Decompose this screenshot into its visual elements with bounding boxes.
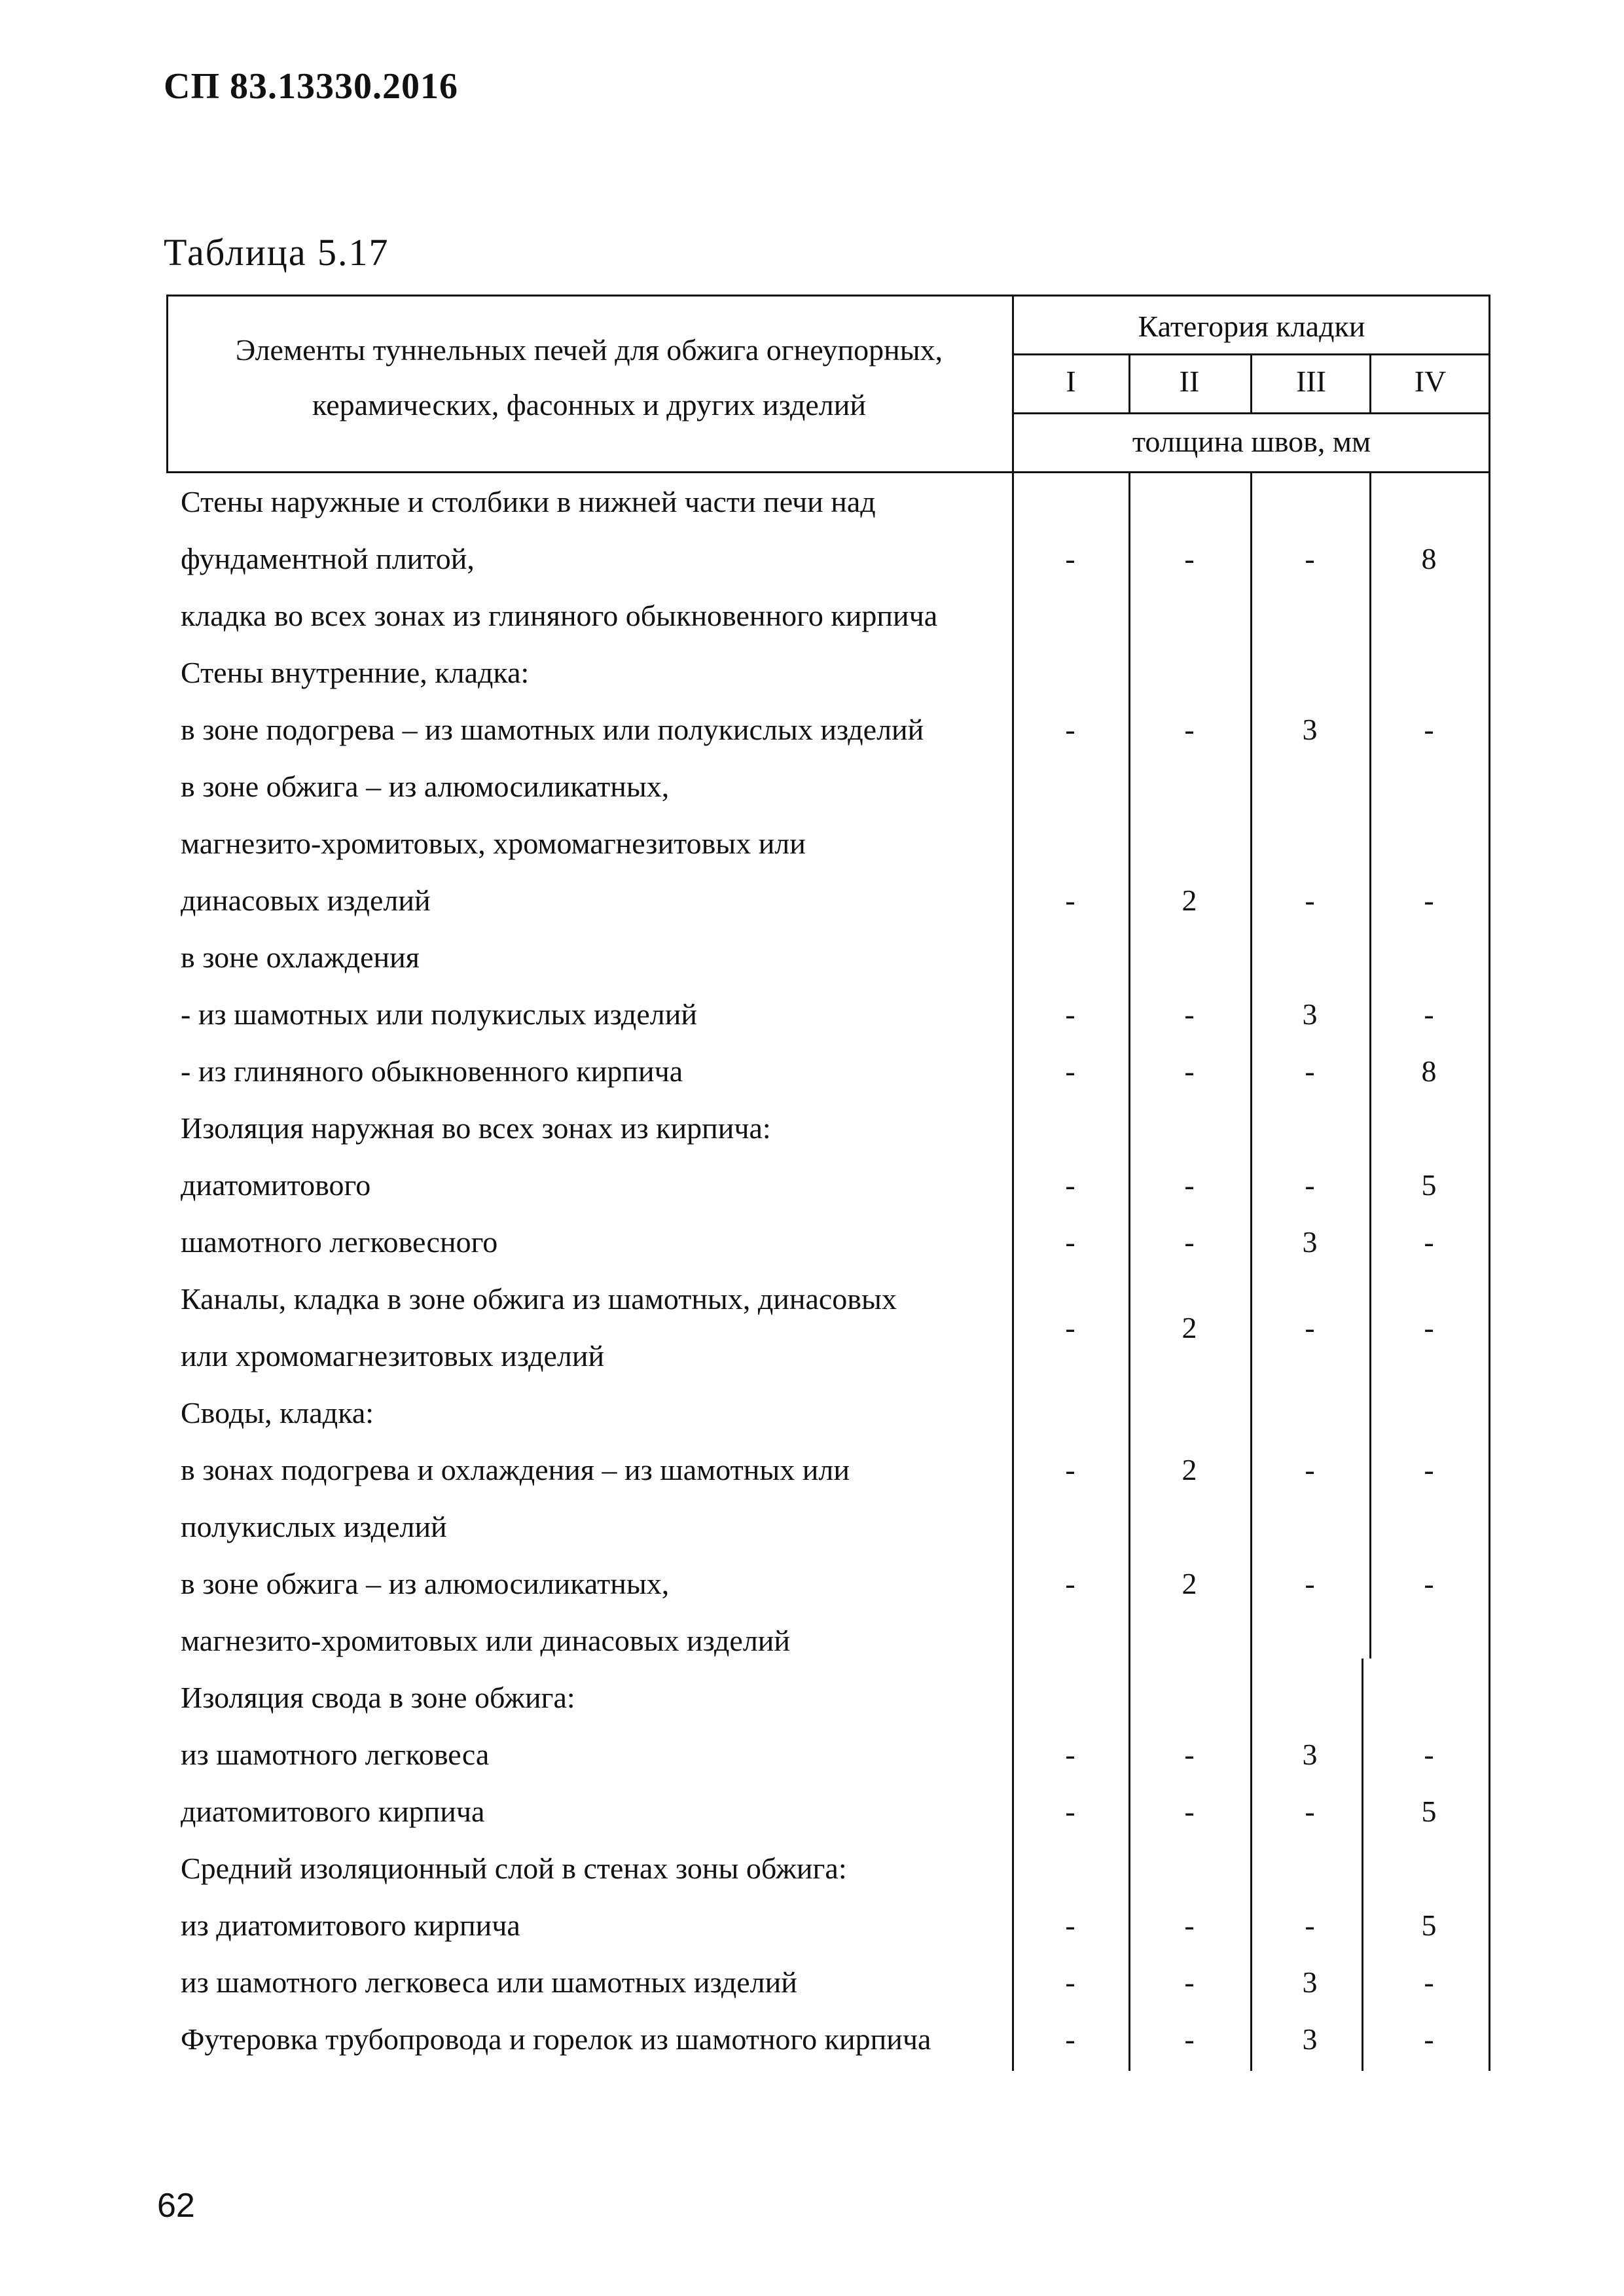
table-cell-value: - (1065, 2022, 1075, 2056)
table-cell-value: - (1424, 1965, 1434, 1999)
table-row-text: в зоне обжига – из алюмосиликатных, (181, 770, 670, 803)
table-cell-value: - (1065, 1795, 1075, 1828)
table-cell-value: - (1424, 1310, 1434, 1344)
table-cell-value: 2 (1182, 1567, 1197, 1600)
table-row-text: Стены наружные и столбики в нижней части печи над (181, 485, 876, 518)
table-row-text: в зоне подогрева – из шамотных или полукислых изделий (181, 713, 924, 746)
table-cell-value: - (1184, 1168, 1195, 1202)
table-cell-value: - (1305, 542, 1315, 575)
table-cell-value: - (1305, 1168, 1315, 1202)
table-border-top (166, 295, 1490, 296)
table-cell-value: - (1184, 1054, 1195, 1088)
table-cell-value: - (1424, 1567, 1434, 1600)
table-row-text: шамотного легковесного (181, 1225, 498, 1259)
table-cell-value: - (1184, 713, 1195, 746)
table-cell-value: 3 (1302, 997, 1318, 1031)
element-column-header-line2: керамических, фасонных и других изделий (312, 388, 866, 422)
table-cell-value: - (1305, 1054, 1315, 1088)
table-row-text: диатомитового кирпича (181, 1795, 485, 1828)
table-cell-value: 8 (1421, 1054, 1437, 1088)
table-cell-value: - (1424, 2022, 1434, 2056)
table-cell-value: - (1065, 542, 1075, 575)
table-cell-value: 3 (1302, 1965, 1318, 1999)
table-row-text: - из шамотных или полукислых изделий (181, 997, 697, 1031)
body-div-2 (1250, 473, 1252, 2071)
table-row-text: из диатомитового кирпича (181, 1909, 520, 1942)
table-cell-value: - (1065, 997, 1075, 1031)
body-div-3b (1362, 1659, 1363, 2071)
table-cell-value: 3 (1302, 1738, 1318, 1771)
table-cell-value: 3 (1302, 713, 1318, 746)
category-header: Категория кладки (1138, 310, 1365, 343)
table-cell-value: - (1424, 1225, 1434, 1259)
table-cell-value: - (1305, 1909, 1315, 1942)
table-cell-value: 3 (1302, 1225, 1318, 1259)
table-cell-value: 5 (1421, 1795, 1437, 1828)
category-IV: IV (1414, 365, 1447, 398)
body-div-1 (1128, 473, 1130, 2071)
table-cell-value: 5 (1421, 1168, 1437, 1202)
table-cell-value: - (1184, 1909, 1195, 1942)
table-cell-value: - (1424, 1453, 1434, 1486)
table-cell-value: - (1184, 542, 1195, 575)
table-cell-value: - (1065, 884, 1075, 917)
table-cell-value: - (1424, 997, 1434, 1031)
table-row-text: в зоне охлаждения (181, 941, 420, 974)
table-cell-value: - (1184, 1738, 1195, 1771)
unit-header: толщина швов, мм (1132, 425, 1371, 458)
table-row-text: Футеровка трубопровода и горелок из шамотного кирпича (181, 2022, 931, 2056)
table-cell-value: 2 (1182, 1453, 1197, 1486)
table-row-text: диатомитового (181, 1168, 371, 1202)
table-cell-value: - (1065, 713, 1075, 746)
document-code: СП 83.13330.2016 (164, 66, 458, 107)
page-number: 62 (157, 2187, 195, 2225)
table-cell-value: - (1184, 1965, 1195, 1999)
table-row-text: или хромомагнезитовых изделий (181, 1339, 605, 1372)
table-cell-value: - (1305, 884, 1315, 917)
table-row-text: магнезито-хромитовых или динасовых изделий (181, 1624, 791, 1657)
table-5-17 (166, 295, 1490, 2071)
header-col-divider (1012, 295, 1014, 2071)
table-title: Таблица 5.17 (164, 231, 389, 274)
table-cell-value: - (1065, 1168, 1075, 1202)
table-cell-value: - (1065, 1310, 1075, 1344)
table-row-text: из шамотного легковеса (181, 1738, 490, 1771)
table-cell-value: - (1305, 1567, 1315, 1600)
table-row-text: Своды, кладка: (181, 1396, 374, 1429)
table-cell-value: 2 (1182, 1310, 1197, 1344)
table-cell-value: - (1065, 1965, 1075, 1999)
table-cell-value: - (1065, 1567, 1075, 1600)
table-cell-value: - (1184, 1795, 1195, 1828)
table-cell-value: - (1184, 2022, 1195, 2056)
table-cell-value: 2 (1182, 884, 1197, 917)
table-row-text: динасовых изделий (181, 884, 431, 917)
table-cell-value: - (1424, 713, 1434, 746)
table-cell-value: 8 (1421, 542, 1437, 575)
table-row-text: полукислых изделий (181, 1510, 447, 1543)
table-row-text: из шамотного легковеса или шамотных изделий (181, 1965, 797, 1999)
table-row-text: кладка во всех зонах из глиняного обыкновенного кирпича (181, 599, 938, 632)
table-border-left (166, 295, 168, 473)
table-row-text: Стены внутренние, кладка: (181, 656, 530, 689)
table-row-text: в зонах подогрева и охлаждения – из шамотных или (181, 1453, 850, 1486)
table-cell-value: - (1065, 1453, 1075, 1486)
body-div-3a (1369, 473, 1371, 1659)
category-II: II (1179, 365, 1200, 398)
table-cell-value: - (1305, 1453, 1315, 1486)
table-row-text: Изоляция свода в зоне обжига: (181, 1681, 575, 1714)
table-row-text: магнезито-хромитовых, хромомагнезитовых или (181, 827, 806, 860)
table-cell-value: - (1065, 1225, 1075, 1259)
category-I: I (1066, 365, 1076, 398)
table-cell-value: - (1305, 1310, 1315, 1344)
table-cell-value: - (1184, 997, 1195, 1031)
table-row-text: в зоне обжига – из алюмосиликатных, (181, 1567, 670, 1600)
table-cell-value: - (1065, 1909, 1075, 1942)
table-cell-value: - (1065, 1054, 1075, 1088)
table-cell-value: - (1424, 884, 1434, 917)
table-row-text: Изоляция наружная во всех зонах из кирпича: (181, 1111, 771, 1145)
table-cell-value: - (1305, 1795, 1315, 1828)
table-row-text: - из глиняного обыкновенного кирпича (181, 1054, 683, 1088)
element-column-header-line1: Элементы туннельных печей для обжига огнеупорных, (235, 333, 943, 367)
table-cell-value: - (1065, 1738, 1075, 1771)
table-row-text: Средний изоляционный слой в стенах зоны обжига: (181, 1852, 847, 1885)
table-cell-value: - (1184, 1225, 1195, 1259)
table-row-text: фундаментной плитой, (181, 542, 475, 575)
category-III: III (1296, 365, 1326, 398)
table-row-text: Каналы, кладка в зоне обжига из шамотных, динасовых (181, 1282, 897, 1316)
header-bottom-line (166, 471, 1490, 473)
table-border-right (1489, 295, 1490, 2071)
table-cell-value: 3 (1302, 2022, 1318, 2056)
table-cell-value: 5 (1421, 1909, 1437, 1942)
table-cell-value: - (1424, 1738, 1434, 1771)
